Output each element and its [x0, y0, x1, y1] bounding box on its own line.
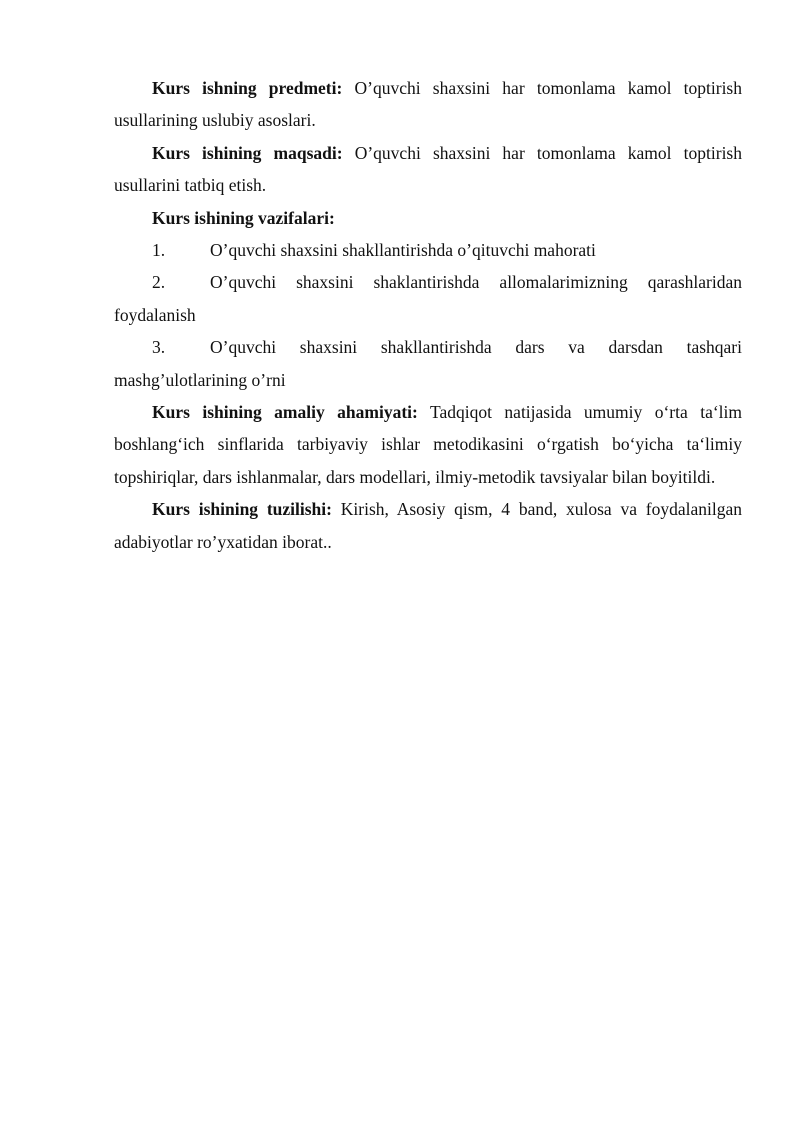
list-item-number: 1. [152, 240, 166, 261]
predmeti-paragraph [114, 72, 742, 137]
tuzilishi-text: Kirish, Asosiy qism, 4 band, xulosa va foydalanilgan adabiyotlar ro’yxatidan iborat.. [114, 499, 742, 552]
tuzilishi-paragraph [114, 493, 742, 558]
ahamiyati-text: Tadqiqot natijasida umumiy oʻrta taʻlim boshlangʻich sinflarida tarbiyaviy ishlar metodikasini oʻrgatish boʻyicha taʻlimiy topshiriqlar, dars ishlanmalar, dars modellari, ilmiy-metodik tavsiyalar bilan boyitildi. [114, 402, 742, 487]
maqsadi-paragraph [114, 137, 742, 202]
predmeti-text: O’quvchi shaxsini har tomonlama kamol toptirish usullarining uslubiy asoslari. [114, 78, 742, 131]
list-item-number: 3. [152, 337, 166, 358]
document-page [114, 72, 742, 558]
predmeti-label: Kurs ishning predmeti: [152, 78, 343, 98]
ahamiyati-paragraph [114, 396, 742, 493]
maqsadi-label: Kurs ishining maqsadi: [152, 142, 343, 163]
list-item-number: 2. [152, 272, 166, 293]
tuzilishi-label: Kurs ishining tuzilishi: [152, 499, 332, 520]
list-item-text: O’quvchi shaxsini shaklantirishda allomalarimizning qarashlaridan foydalanish [114, 272, 742, 325]
list-item [114, 266, 742, 331]
list-item-text: O’quvchi shaxsini shakllantirishda o’qituvchi mahorati [210, 240, 596, 261]
vazifalari-heading [114, 202, 742, 234]
maqsadi-text: O’quvchi shaxsini har tomonlama kamol toptirish usullarini tatbiq etish. [114, 142, 742, 196]
ahamiyati-label: Kurs ishining amaliy ahamiyati: [152, 402, 418, 423]
list-item [114, 234, 742, 266]
list-item-text: O’quvchi shaxsini shakllantirishda dars va darsdan tashqari mashg’ulotlarining o’rni [114, 337, 742, 390]
list-item [114, 331, 742, 396]
vazifalari-label: Kurs ishining vazifalari: [152, 207, 335, 228]
